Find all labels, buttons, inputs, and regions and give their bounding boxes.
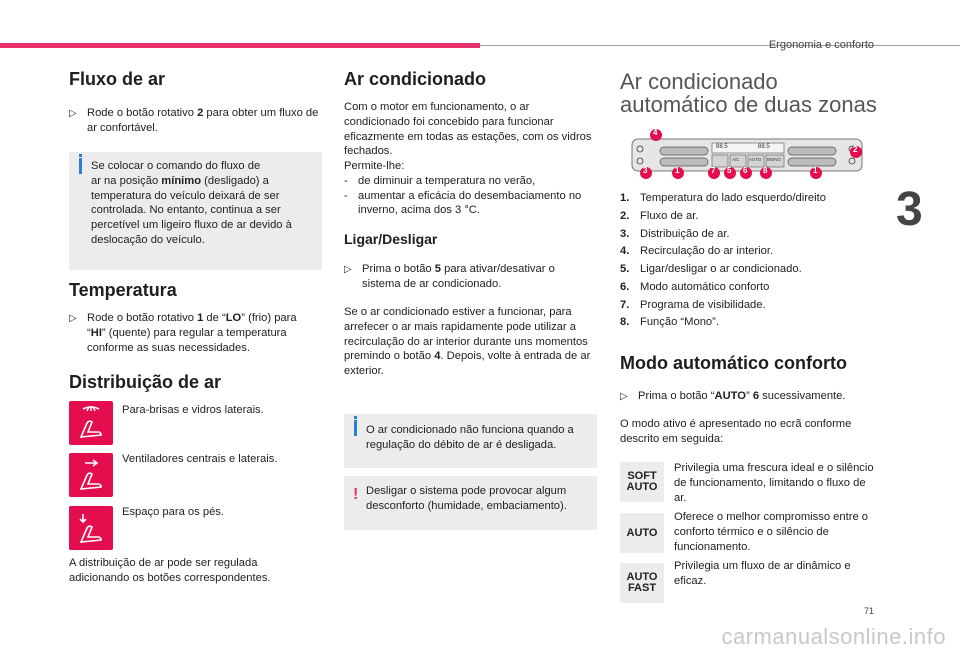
info-icon [79, 158, 82, 174]
auto-fast-description: Privilegia um fluxo de ar dinâmico e eficaz. [674, 560, 851, 587]
ac-title: Ar condicionado [344, 69, 487, 89]
distribuicao-item-windscreen: Para-brisas e vidros laterais. [122, 404, 264, 416]
page-number: 71 [863, 606, 874, 616]
pointer-icon: ▷ [620, 391, 628, 402]
fluxo-title: Fluxo de ar [69, 69, 166, 89]
distribuicao-footer: A distribuição de ar pode ser regulada adicionando os botões correspondentes. [69, 557, 271, 584]
pointer-icon: ▷ [344, 264, 352, 275]
soft-auto-badge: SOFT AUTO [620, 462, 664, 502]
distribuicao-title: Distribuição de ar [69, 372, 222, 392]
callout-5: 5 [727, 166, 732, 175]
chapter-number: 3 [896, 183, 923, 236]
ligar-instruction: ▷ Prima o botão 5 para ativar/desativar o sistema de ar condicionado. [344, 263, 555, 290]
fluxo-instruction: ▷ Rode o botão rotativo 2 para obter um fluxo de ar confortável. [69, 107, 319, 134]
modo-paragraph: O modo ativo é apresentado no ecrã conforme descrito em seguida: [620, 418, 852, 445]
auto-badge: AUTO [620, 513, 664, 553]
ligar-title: Ligar/Desligar [344, 231, 438, 247]
callout-1-left: 1 [675, 166, 680, 175]
warning-icon: ! [353, 486, 359, 503]
callout-4: 4 [653, 128, 658, 137]
list-item: 7. Programa de visibilidade. [620, 298, 766, 311]
section-header: Ergonomia e conforto [768, 39, 874, 51]
central-vents-distribution-icon [69, 453, 113, 497]
panel-ac-button-label: A/C [732, 157, 740, 162]
ac-intro-block [344, 100, 594, 218]
header-accent-bar [0, 43, 480, 48]
panel-auto-button-label: AUTO [749, 157, 762, 162]
panel-mono-button-label: MONO [767, 157, 781, 162]
controls-legend-list [620, 191, 880, 333]
ac-info-box [344, 414, 597, 468]
list-item: 3. Distribuição de ar. [620, 227, 730, 240]
callout-6: 6 [743, 166, 748, 175]
ac-warning-text: Desligar o sistema pode provocar algum desconforto (humidade, embaciamento). [366, 485, 567, 512]
list-item: 6. Modo automático conforto [620, 280, 770, 293]
footwell-distribution-icon [69, 506, 113, 550]
callout-2: 2 [853, 145, 858, 154]
modo-instruction: ▷ Prima o botão “AUTO” 6 sucessivamente. [620, 390, 846, 402]
list-item: 1. Temperatura do lado esquerdo/direito [620, 192, 826, 204]
climate-control-panel-illustration [620, 125, 870, 185]
ligar-paragraph: Se o ar condicionado estiver a funcionar, para arrefecer o ar mais rapidamente pode utilizar a recirculação do ar interior durante uns momentos premindo o botão 4. Depois, volte à entrada de ar exterior. [344, 306, 591, 378]
callout-8: 8 [763, 166, 768, 175]
soft-auto-description: Privilegia uma frescura ideal e o silêncio de funcionamento, limitando o fluxo de ar. [674, 462, 874, 504]
watermark: carmanualsonline.info [721, 624, 946, 649]
callout-3: 3 [643, 166, 648, 175]
auto-fast-badge: AUTO FAST [620, 563, 664, 603]
callout-7: 7 [711, 166, 716, 175]
auto-description: Oferece o melhor compromisso entre o conforto térmico e o silêncio de funcionamento. [674, 511, 868, 553]
distribuicao-item-feet: Espaço para os pés. [122, 506, 224, 518]
list-item: 4. Recirculação do ar interior. [620, 245, 774, 258]
windscreen-distribution-icon [69, 401, 113, 445]
panel-readout-right: 88.5 [758, 144, 770, 150]
fluxo-info-box [69, 152, 322, 270]
fluxo-info-text: Se colocar o comando do fluxo de ar na posição mínimo (desligado) a temperatura do veículo deixará de ser controlada. No entanto, continua a ser percetível um ligeiro fluxo de ar devido à deslocação do veículo. [91, 160, 292, 246]
list-item: 2. Fluxo de ar. [620, 209, 699, 222]
info-icon [354, 420, 357, 436]
ac-permite: Permite-lhe: [344, 160, 405, 173]
ac-warning-box [344, 476, 597, 530]
distribuicao-item-vents: Ventiladores centrais e laterais. [122, 453, 278, 465]
callout-1-right: 1 [813, 166, 818, 175]
list-item: 8. Função “Mono”. [620, 316, 719, 329]
ac-intro: Com o motor em funcionamento, o ar condicionado foi concebido para funcionar eficazmente em todas as estações, com os vidros fechados. [344, 101, 592, 158]
panel-readout-left: 88.5 [716, 144, 728, 150]
ac-dash-2: - aumentar a eficácia do desembaciamento no inverno, acima dos 3 °C. [344, 189, 582, 217]
pointer-icon: ▷ [69, 108, 77, 119]
ac-info-text: O ar condicionado não funciona quando a regulação do débito de ar é desligada. [366, 424, 574, 451]
modo-title: Modo automático conforto [620, 353, 847, 373]
pointer-icon: ▷ [69, 313, 77, 324]
list-item: 5. Ligar/desligar o ar condicionado. [620, 263, 802, 276]
temperatura-title: Temperatura [69, 280, 177, 300]
temperatura-instruction: ▷ Rode o botão rotativo 1 de “LO” (frio) para “HI” (quente) para regular a temperatura conforme as suas necessidades. [69, 312, 297, 354]
header-rule [480, 45, 960, 46]
auto-ac-title: Ar condicionado automático de duas zonas [620, 69, 877, 118]
ac-dash-1: - de diminuir a temperatura no verão, [344, 174, 536, 187]
